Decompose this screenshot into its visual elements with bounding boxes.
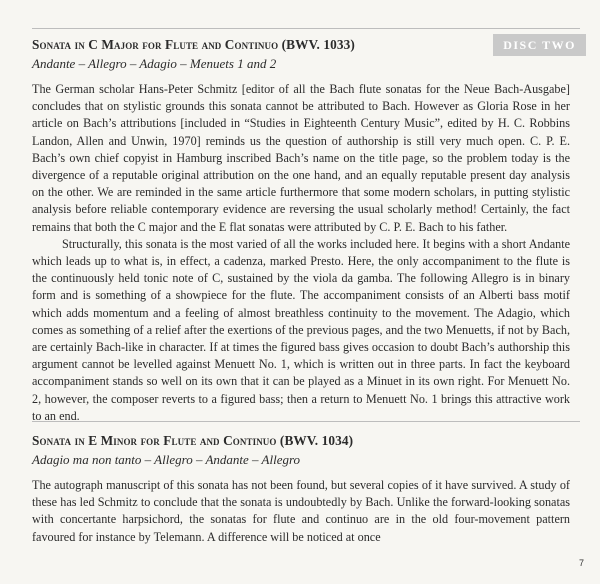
paragraph: The German scholar Hans-Peter Schmitz [editor of all the Bach flute sonatas for the Neue Bach-Ausgabe] concludes that on stylistic grounds this sonata cannot be attributed to Bach. However as Gloria Rose in her article on Bach’s attributions [included in “Studies in Eighteenth Century Music”, edited by H. C. Robbins Landon, Allen and Unwin, 1970] reminds us the question of authorship is still very much open. C. P. E. Bach’s own chief copyist in Hamburg inscribed Bach’s name on the title page, so the problem today is the divergence of a reputable original attribution on the one hand, and an equally reputable present day analysis on the other. We are reminded in the same article furthermore that some modern scholars, in putting stylistic analysis before reliable contemporary evidence are reversing the usual scholarly method! Certainly, the fact remains that both the C major and the E flat sonatas were attributed by C. P. E. Bach to his father. <box>32 82 570 234</box>
section-sonata-e-minor <box>32 432 570 546</box>
page-number: 7 <box>578 558 584 568</box>
top-rule <box>32 28 580 29</box>
movement-list: Andante – Allegro – Adagio – Menuets 1 and 2 <box>32 56 277 71</box>
section-sonata-c-major <box>32 36 570 425</box>
paragraph: The autograph manuscript of this sonata has not been found, but several copies of it have survived. A study of these has led Schmitz to conclude that the sonata is undoubtedly by Bach. Unlike the forward-looking sonatas with concertante harpsichord, the sonatas for flute and continuo are in the old four-movement pattern favoured for instance by Telemann. A difference will be noticed at once <box>32 478 570 544</box>
movement-list: Adagio ma non tanto – Allegro – Andante – Allegro <box>32 452 301 467</box>
disc-badge: DISC TWO <box>493 34 586 56</box>
section-divider <box>32 421 580 422</box>
section-heading: Sonata in C Major for Flute and Continuo (BWV. 1033) <box>32 37 355 52</box>
section-heading: Sonata in E Minor for Flute and Continuo (BWV. 1034) <box>32 433 354 448</box>
paragraph: Structurally, this sonata is the most varied of all the works included here. It begins with a short Andante which leads up to what is, in effect, a cadenza, marked Presto. Here, the only accompaniment to the flute is the continuously held tonic note of C, sustained by the viola da gamba. The following Allegro is in binary form and is something of a showpiece for the flute. The accompaniment consists of an Alberti bass motif which adds momentum and a feeling of almost breathless continuity to the movement. The Adagio, which comes as something of a relief after the exertions of the previous pages, and the two Menuetts, if not by Bach, are certainly Bach-like in character. If at times the figured bass gives occasion to doubt Bach’s authorship this argument cannot be levelled against Menuett No. 1, which is written out in three parts. In fact the keyboard accompaniment stands so well on its own that it can be played as a Minuet in its own right. For Menuett No. 2, however, the composer reverts to a figured bass; then a return to Menuett No. 1 brings this attractive work to an end. <box>32 236 570 423</box>
